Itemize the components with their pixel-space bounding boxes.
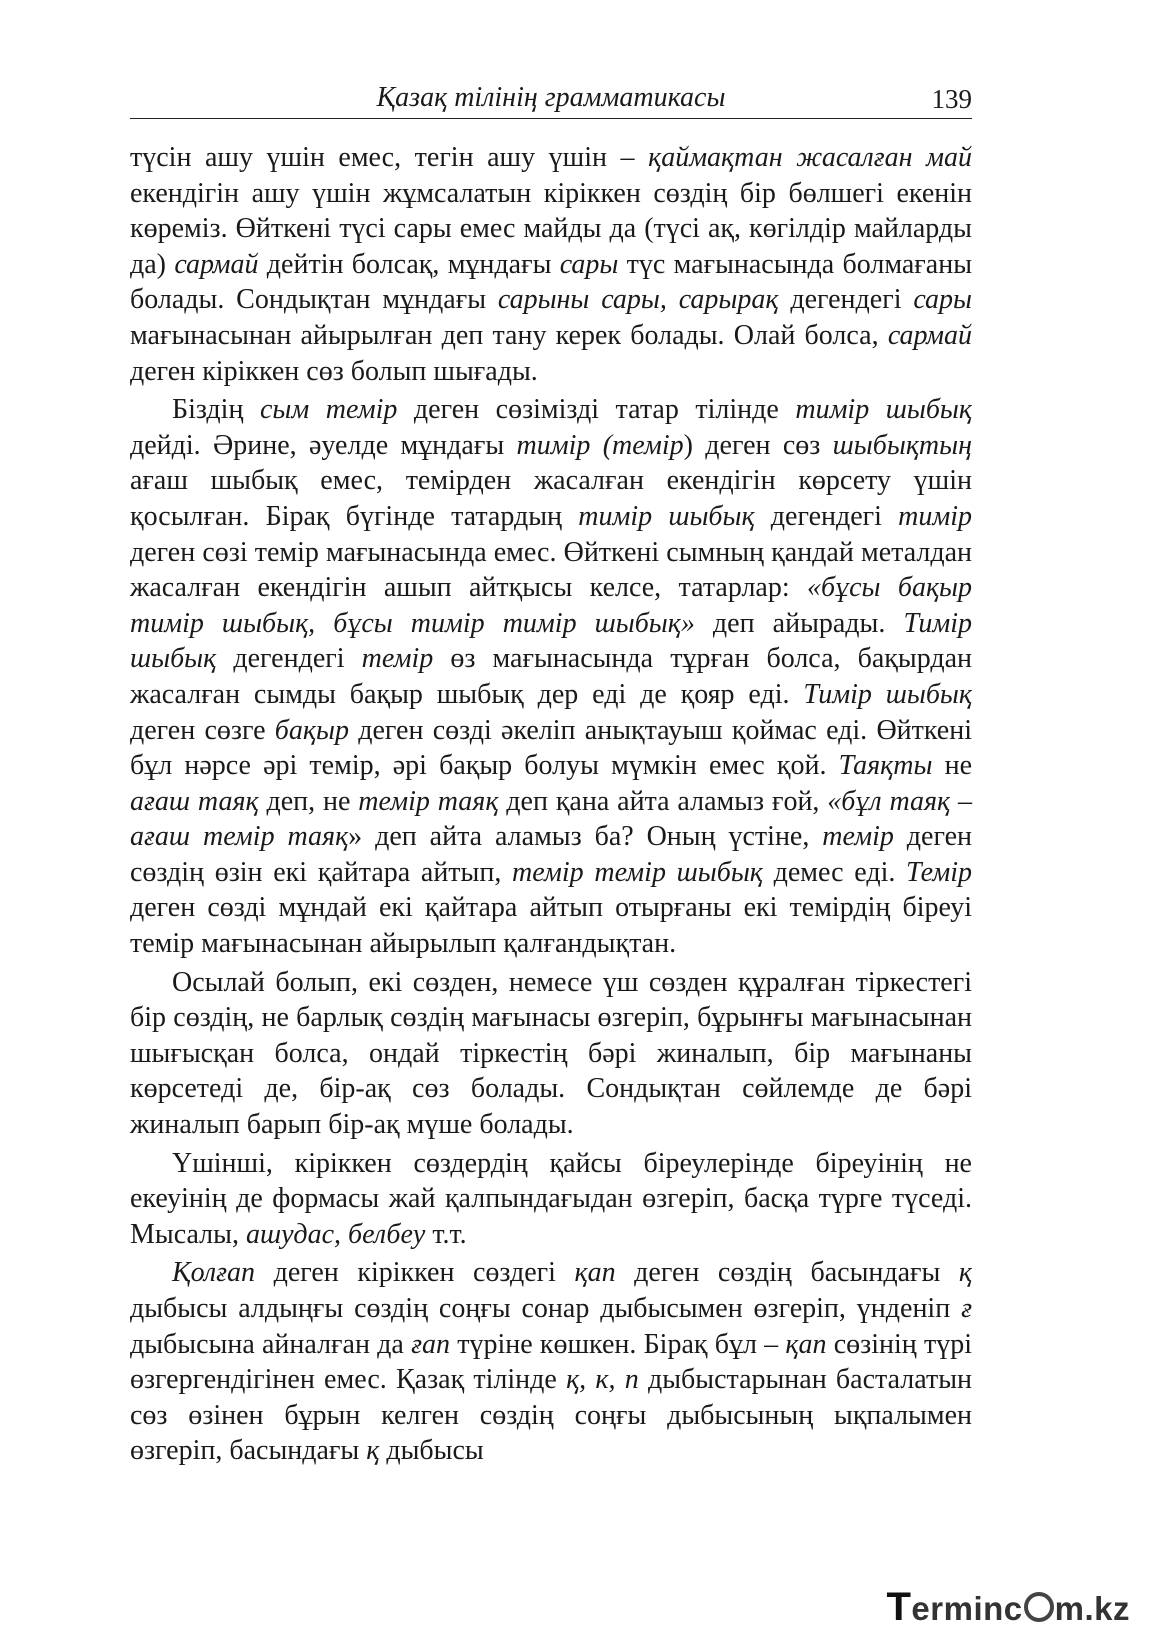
italic-term: Темір bbox=[906, 856, 972, 888]
watermark-part2: m.kz bbox=[1054, 1590, 1130, 1627]
italic-term: бақыр bbox=[274, 714, 349, 746]
italic-term: тимір (темір bbox=[516, 429, 684, 461]
text-run: деп, не bbox=[258, 785, 359, 817]
text-run: мағынасынан айырылған деп тану керек болады. Олай болса, bbox=[130, 319, 888, 351]
italic-term: сармай bbox=[887, 319, 972, 351]
text-run: дегендегі bbox=[778, 284, 914, 316]
italic-term: темір bbox=[361, 643, 434, 675]
watermark-prefix: T bbox=[886, 1585, 912, 1629]
paragraph bbox=[130, 392, 972, 962]
italic-term: ашудас, белбеу bbox=[245, 1218, 426, 1250]
paragraph bbox=[130, 140, 972, 389]
watermark-part1: erminc bbox=[911, 1590, 1023, 1627]
text-run: дейді. Әрине, әуелде мұндағы bbox=[130, 429, 517, 461]
italic-term: «бұсы бақыр тимір шыбық, бұсы тимір тимір шыбық» bbox=[130, 572, 972, 639]
italic-term: қаймақтан жасалған май bbox=[648, 142, 972, 173]
italic-term: темір таяқ bbox=[358, 785, 499, 817]
italic-term: ғап bbox=[411, 1328, 451, 1360]
text-run: деген кіріккен сөздегі bbox=[255, 1257, 575, 1289]
italic-term: сары bbox=[913, 284, 972, 316]
site-watermark bbox=[886, 1585, 1130, 1630]
text-run: деген сөзді әкеліп анықтауыш қоймас еді. Өйткені бұл нәрсе әрі темір, әрі бақыр болуы мүмкін емес қой. bbox=[130, 714, 972, 782]
running-header bbox=[130, 80, 972, 119]
italic-term: сары bbox=[559, 248, 619, 280]
circle-logo-icon bbox=[1024, 1592, 1054, 1622]
italic-term: қ bbox=[366, 1435, 380, 1467]
text-run: дыбысына айналған да bbox=[130, 1328, 412, 1360]
text-run: деген сөздің басындағы bbox=[615, 1257, 959, 1289]
text-run: демес еді. bbox=[762, 856, 907, 888]
italic-term: «бұл таяқ – ағаш темір таяқ bbox=[130, 785, 972, 853]
text-run: дыбыстарынан басталатын сөз өзінен бұрын келген сөздің соңғы дыбысының ықпалымен өзгеріп, басындағы bbox=[130, 1364, 972, 1467]
italic-term: Тимір шыбық bbox=[130, 607, 972, 675]
italic-term: темір bbox=[822, 821, 894, 853]
paragraph bbox=[130, 965, 972, 1143]
text-run: деген сөзімізді татар тілінде bbox=[397, 394, 796, 426]
text-run: не bbox=[932, 750, 972, 782]
text-run: Біздің bbox=[172, 394, 260, 426]
text-run: дегендегі bbox=[754, 500, 899, 532]
text-run: деген сөздің өзін екі қайтара айтып, bbox=[130, 821, 973, 888]
text-run: деген сөзі темір мағынасында емес. Өйткені сымның қандай металдан жасалған екендігін ашып айтқысы келсе, татарлар: bbox=[130, 536, 972, 604]
text-run: ағаш шыбық емес, темірден жасалған екендігін көрсету үшін қосылған. Бірақ бүгінде татардың bbox=[130, 465, 972, 532]
text-run: т.т. bbox=[425, 1218, 467, 1250]
italic-term: темір темір шыбық bbox=[512, 856, 763, 888]
text-run: дегендегі bbox=[216, 643, 362, 675]
text-run: түс мағынасында болмағаны болады. Сондықтан мұндағы bbox=[130, 248, 973, 316]
italic-term: сым темір bbox=[259, 394, 398, 426]
text-run: дейтін болсақ, мұндағы bbox=[258, 248, 560, 280]
text-run: деген кіріккен сөз болып шығады. bbox=[130, 355, 538, 387]
text-run: екендігін ашу үшін жұмсалатын кіріккен сөздің бір бөлшегі екенін көреміз. Өйткені түсі сары емес майды да (түсі ақ, көгілдір майларды да) bbox=[130, 177, 972, 280]
italic-term: тимір шыбық bbox=[795, 394, 972, 426]
running-title: Қазақ тілінің грамматикасы bbox=[376, 82, 726, 113]
text-run: » деп айта аламыз ба? Оның үстіне, bbox=[348, 821, 823, 853]
italic-term: сармай bbox=[174, 248, 259, 280]
italic-term: тимір bbox=[898, 500, 972, 532]
text-run: деп айырады. bbox=[694, 607, 904, 639]
text-run: ) деген сөз bbox=[683, 429, 833, 461]
text-run: сөзінің түрі өзгергендігінен емес. Қазақ тілінде bbox=[130, 1328, 973, 1396]
text-run: дыбысы алдыңғы сөздің соңғы сонар дыбысымен өзгеріп, үнденіп bbox=[130, 1293, 962, 1324]
italic-term: қап bbox=[574, 1257, 616, 1289]
text-run: деген сөзді мұндай екі қайтара айтып отырғаны екі темірдің біреуі темір мағынасынан айырылып қалғандықтан. bbox=[130, 892, 972, 960]
italic-term: шыбықтың bbox=[832, 429, 972, 461]
paragraph bbox=[130, 1146, 972, 1253]
text-run: деп қана айта аламыз ғой, bbox=[498, 785, 828, 817]
italic-term: Тимір шыбық bbox=[803, 678, 972, 710]
paragraph bbox=[130, 1255, 972, 1469]
italic-term: ғ bbox=[961, 1293, 972, 1324]
text-run: түсін ашу үшін емес, тегін ашу үшін – bbox=[130, 142, 649, 173]
text-run: деген сөзге bbox=[130, 714, 275, 746]
italic-term: тимір шыбық bbox=[578, 500, 755, 532]
italic-term: Қолғап bbox=[172, 1257, 256, 1289]
italic-term: қ, к, п bbox=[566, 1364, 639, 1396]
body-text bbox=[130, 140, 972, 1469]
text-run: өз мағынасында тұрған болса, бақырдан жасалған сымды бақыр шыбық дер еді де қояр еді. bbox=[130, 643, 972, 710]
italic-term: сарыны сары, сарырақ bbox=[497, 284, 779, 316]
italic-term: қап bbox=[785, 1328, 827, 1360]
text-run: Осылай болып, екі сөзден, немесе үш сөзден құралған тіркестегі бір сөздің, не барлық сөздің мағынасы өзгеріп, бұрынғы мағынасынан шығысқан болса, ондай тіркестің бәрі жиналып, бір мағынаны көрсетеді де, бір-ақ сөз болады. Сондықтан сөйлемде де бәрі жиналып барып бір-ақ мүше болады. bbox=[130, 966, 972, 1141]
page-number: 139 bbox=[931, 84, 972, 114]
italic-term: қ bbox=[958, 1257, 972, 1289]
italic-term: Таяқты bbox=[838, 750, 933, 782]
italic-term: ағаш таяқ bbox=[130, 785, 259, 817]
text-run: Үшінші, кіріккен сөздердің қайсы біреулерінде біреуінің не екеуінің де формасы жай қалпындағыдан өзгеріп, басқа түрге түседі. Мысалы, bbox=[130, 1147, 972, 1250]
text-run: түріне көшкен. Бірақ бұл – bbox=[450, 1328, 786, 1360]
text-run: дыбысы bbox=[379, 1435, 484, 1467]
